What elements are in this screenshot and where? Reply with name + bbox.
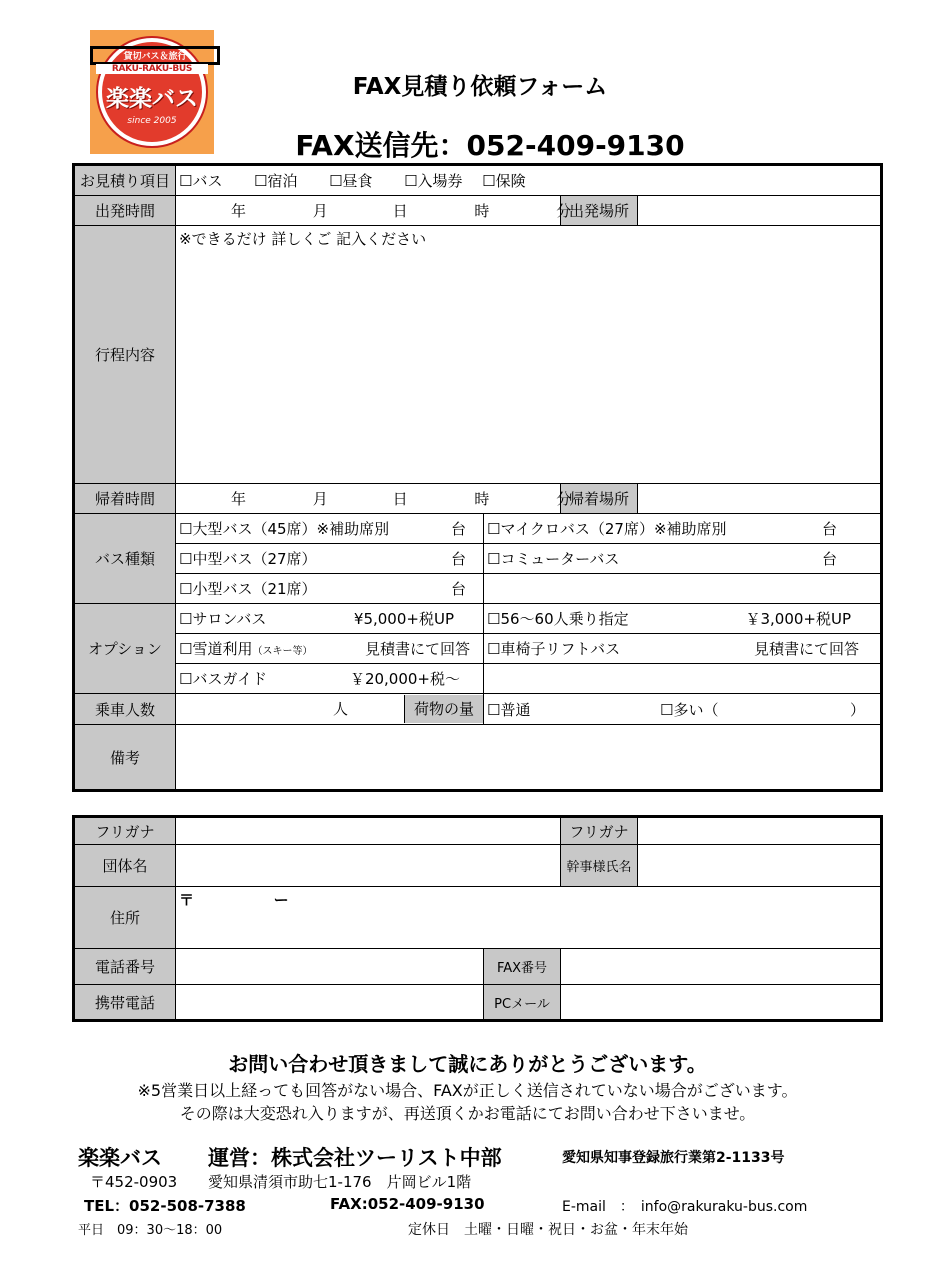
passengers-field[interactable]: 人 [176,695,405,723]
bus-type-commuter[interactable]: ☐ コミューターバス 台 [484,544,882,574]
group-name-field[interactable] [176,845,561,887]
furigana-label: フリガナ [74,817,176,845]
option-wheelchair[interactable]: ☐ 車椅子リフトバス 見積書にて回答 [484,634,882,664]
luggage-many-checkbox[interactable] [660,701,673,719]
itinerary-label: 行程内容 [74,226,176,484]
page-title: FAX見積り依頼フォーム [352,74,608,100]
footer-company: 楽楽バス [78,1146,162,1170]
address-field[interactable] [176,887,882,949]
return-time-label: 帰着時間 [74,484,176,514]
phone-label: 電話番号 [74,949,176,985]
zip-mark: 〒 [179,891,195,909]
item-insurance-checkbox[interactable] [482,172,495,190]
depart-time-field[interactable]: 年 月 日 時 分 [176,196,561,226]
footer-tel: TEL：052-508-7388 [84,1197,246,1215]
zip-dash: ー [273,891,289,909]
phone-field[interactable] [176,949,484,985]
footer-hours: 平日 09：30〜18：00 [78,1223,223,1238]
return-place-field[interactable] [638,484,882,514]
return-place-label: 帰着場所 [561,484,638,514]
depart-place-field[interactable] [638,196,882,226]
passengers-row [176,694,484,725]
logo-tagline: 貸切バス＆旅行 [90,46,220,65]
manager-name-field[interactable] [638,845,882,887]
estimate-items-label: お見積り項目 [74,165,176,196]
estimate-form [72,163,883,792]
mobile-field[interactable] [176,985,484,1021]
logo-name-en: RAKU-RAKU-BUS [96,64,208,74]
group-furigana-field[interactable] [176,817,561,845]
manager-furigana-label: フリガナ [561,817,638,845]
option-label: オプション [74,604,176,694]
item-admission-checkbox[interactable] [404,172,417,190]
fax-number-label: FAX番号 [484,949,561,985]
bus-type-micro[interactable]: ☐ マイクロバス（27席）※補助席別 台 [484,514,882,544]
footer-fax: FAX:052-409-9130 [330,1195,485,1213]
option-empty [484,664,882,694]
bus-type-medium[interactable]: ☐ 中型バス（27席） 台 [176,544,484,574]
depart-time-label: 出発時間 [74,196,176,226]
footer-zip: 〒452-0903 [90,1173,178,1191]
luggage-normal-checkbox[interactable] [487,701,500,719]
fax-number-field[interactable] [561,949,882,985]
address-label: 住所 [74,887,176,949]
thanks-message: お問い合わせ頂きまして誠にありがとうございます。 [228,1052,707,1076]
footer-closed-days: 定休日 土曜・日曜・祝日・お盆・年末年始 [408,1222,688,1238]
option-guide[interactable]: ☐ バスガイド ￥20,000+税〜 [176,664,484,694]
pc-mail-label: PCメール [484,985,561,1021]
group-name-label: 団体名 [74,845,176,887]
itinerary-hint: ※できるだけ 詳しくご 記入ください [179,230,427,248]
bus-type-empty [484,574,882,604]
remarks-label: 備考 [74,725,176,791]
passengers-label: 乗車人数 [74,694,176,725]
manager-furigana-field[interactable] [638,817,882,845]
contact-form [72,815,883,1022]
remarks-field[interactable] [176,725,882,791]
logo-since: since 2005 [127,116,177,126]
bus-type-large[interactable]: ☐ 大型バス（45席）※補助席別 台 [176,514,484,544]
footer-email: E-mail ： info@rakuraku-bus.com [562,1199,808,1215]
option-snow-road[interactable]: ☐ 雪道利用（スキー等） 見積書にて回答 [176,634,484,664]
manager-name-label: 幹事様氏名 [561,845,638,887]
footer-address: 愛知県清須市助七1-176 片岡ビル1階 [208,1173,472,1191]
mobile-label: 携帯電話 [74,985,176,1021]
company-logo [90,30,214,154]
notice-line-1: ※5営業日以上経っても回答がない場合、FAXが正しく送信されていない場合がございます。 [137,1081,798,1100]
bus-type-small[interactable]: ☐ 小型バス（21席） 台 [176,574,484,604]
item-bus-checkbox[interactable] [179,172,192,190]
item-hotel-checkbox[interactable] [254,172,267,190]
estimate-items: ☐ バス ☐ 宿泊 ☐ 昼食 ☐ 入場券 ☐ 保険 [176,165,882,196]
itinerary-field[interactable] [176,226,882,484]
fax-destination: FAX送信先：052-409-9130 [295,129,685,162]
luggage-field[interactable]: ☐ 普通 ☐ 多い（ ） [484,694,882,725]
pc-mail-field[interactable] [561,985,882,1021]
return-time-field[interactable]: 年 月 日 時 分 [176,484,561,514]
logo-name-jp: 楽楽バス [106,86,198,112]
depart-place-label: 出発場所 [561,196,638,226]
option-56-60[interactable]: ☐ 56〜60人乗り指定 ￥3,000+税UP [484,604,882,634]
luggage-label: 荷物の量 [405,695,483,723]
bus-type-label: バス種類 [74,514,176,604]
footer-registration: 愛知県知事登録旅行業第2-1133号 [562,1150,785,1166]
notice-line-2: その際は大変恐れ入りますが、再送頂くかお電話にてお問い合わせ下さいませ。 [179,1104,756,1123]
footer-operator: 運営：株式会社ツーリスト中部 [208,1146,502,1170]
item-lunch-checkbox[interactable] [329,172,342,190]
option-salon[interactable]: ☐ サロンバス ¥5,000+税UP [176,604,484,634]
